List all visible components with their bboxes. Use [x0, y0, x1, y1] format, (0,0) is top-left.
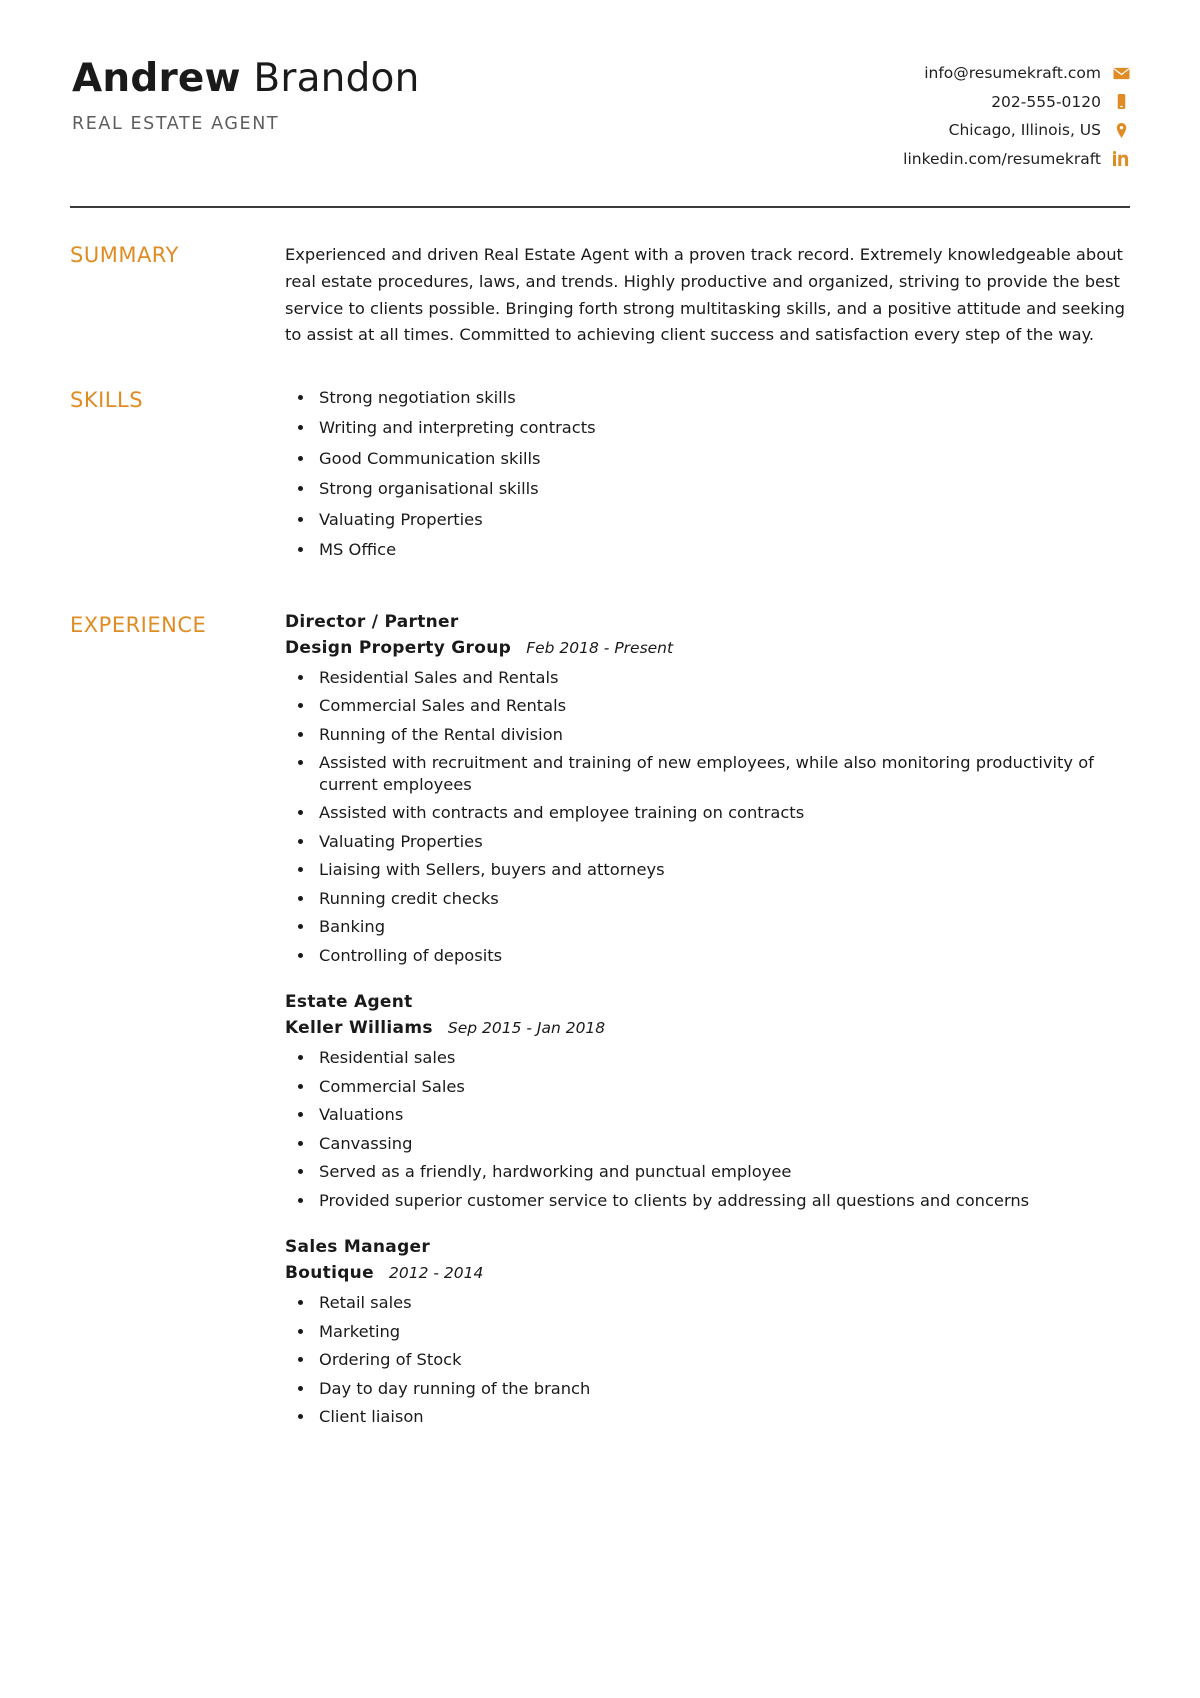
list-item: Good Communication skills — [319, 448, 1130, 470]
experience-body — [285, 612, 1130, 1435]
job-company: Boutique — [285, 1263, 374, 1284]
phone-icon — [1113, 93, 1130, 110]
experience-entry — [285, 1237, 1130, 1428]
list-item: Served as a friendly, hardworking and punctual employee — [319, 1161, 1130, 1183]
list-item: Writing and interpreting contracts — [319, 417, 1130, 439]
list-item: Provided superior customer service to clients by addressing all questions and concerns — [319, 1190, 1130, 1212]
contact-linkedin[interactable] — [903, 150, 1130, 169]
job-bullets — [285, 1047, 1130, 1211]
list-item: Residential Sales and Rentals — [319, 667, 1130, 689]
list-item: Assisted with recruitment and training of new employees, while also monitoring productivity of current employees — [319, 752, 1130, 795]
job-meta — [285, 638, 1130, 658]
job-title: REAL ESTATE AGENT — [72, 114, 280, 135]
list-item: Day to day running of the branch — [319, 1378, 1130, 1400]
list-item: Strong negotiation skills — [319, 387, 1130, 409]
job-company: Design Property Group — [285, 637, 512, 658]
list-item: MS Office — [319, 539, 1130, 561]
list-item: Liaising with Sellers, buyers and attorneys — [319, 859, 1130, 881]
job-role: Sales Manager — [285, 1237, 431, 1258]
list-item: Running credit checks — [319, 888, 1130, 910]
list-item: Client liaison — [319, 1406, 1130, 1428]
contact-email-text: info@resumekraft.com — [924, 64, 1101, 82]
contact-block — [903, 58, 1130, 178]
job-company: Keller Williams — [285, 1018, 433, 1039]
list-item: Commercial Sales — [319, 1076, 1130, 1098]
section-label-skills: SKILLS — [70, 387, 144, 412]
list-item: Retail sales — [319, 1292, 1130, 1314]
contact-location-text: Chicago, Illinois, US — [948, 121, 1101, 140]
list-item: Strong organisational skills — [319, 478, 1130, 500]
list-item: Controlling of deposits — [319, 945, 1130, 967]
section-skills — [70, 387, 1130, 570]
email-icon — [1113, 65, 1130, 82]
first-name: Andrew — [72, 56, 241, 101]
contact-email[interactable] — [903, 64, 1130, 83]
list-item: Ordering of Stock — [319, 1349, 1130, 1371]
list-item: Assisted with contracts and employee training on contracts — [319, 802, 1130, 824]
job-dates: Feb 2018 - Present — [526, 638, 674, 657]
list-item: Marketing — [319, 1321, 1130, 1343]
section-label-summary: SUMMARY — [70, 243, 179, 268]
section-experience — [70, 612, 1130, 1435]
linkedin-icon — [1113, 151, 1130, 168]
list-item: Banking — [319, 916, 1130, 938]
job-bullets — [285, 667, 1130, 967]
job-role: Estate Agent — [285, 992, 413, 1013]
job-meta — [285, 1018, 1130, 1038]
list-item: Valuating Properties — [319, 509, 1130, 531]
section-summary — [70, 242, 1130, 348]
experience-entry — [285, 612, 1130, 967]
contact-linkedin-text: linkedin.com/resumekraft — [903, 149, 1101, 168]
section-label-experience: EXPERIENCE — [70, 612, 207, 637]
page-title — [72, 58, 420, 100]
list-item: Commercial Sales and Rentals — [319, 695, 1130, 717]
summary-body — [285, 242, 1130, 348]
job-dates: 2012 - 2014 — [389, 1264, 484, 1283]
job-role: Director / Partner — [285, 611, 459, 632]
list-item: Canvassing — [319, 1133, 1130, 1155]
contact-location — [903, 121, 1130, 140]
skills-body — [285, 387, 1130, 570]
skills-list — [285, 387, 1130, 561]
list-item: Residential sales — [319, 1047, 1130, 1069]
contact-phone[interactable] — [903, 93, 1130, 112]
header-divider — [70, 206, 1130, 208]
summary-text: Experienced and driven Real Estate Agent with a proven track record. Extremely knowledgeable about real estate procedures, laws, and trends. Highly productive and organized, striving to provide the best service to clients possible. Bringing forth strong multitasking skills, and a positive attitude and seeking to assist at all times. Committed to achieving client success and satisfaction every step of the way. — [285, 245, 1126, 345]
name-block — [70, 58, 420, 134]
job-dates: Sep 2015 - Jan 2018 — [447, 1019, 606, 1038]
location-pin-icon — [1113, 122, 1130, 139]
job-meta — [285, 1263, 1130, 1283]
list-item: Valuating Properties — [319, 831, 1130, 853]
job-bullets — [285, 1292, 1130, 1428]
list-item: Valuations — [319, 1104, 1130, 1126]
resume-header — [70, 48, 1130, 178]
last-name: Brandon — [253, 56, 420, 101]
experience-entry — [285, 992, 1130, 1211]
list-item: Running of the Rental division — [319, 724, 1130, 746]
contact-phone-text: 202-555-0120 — [991, 92, 1101, 111]
